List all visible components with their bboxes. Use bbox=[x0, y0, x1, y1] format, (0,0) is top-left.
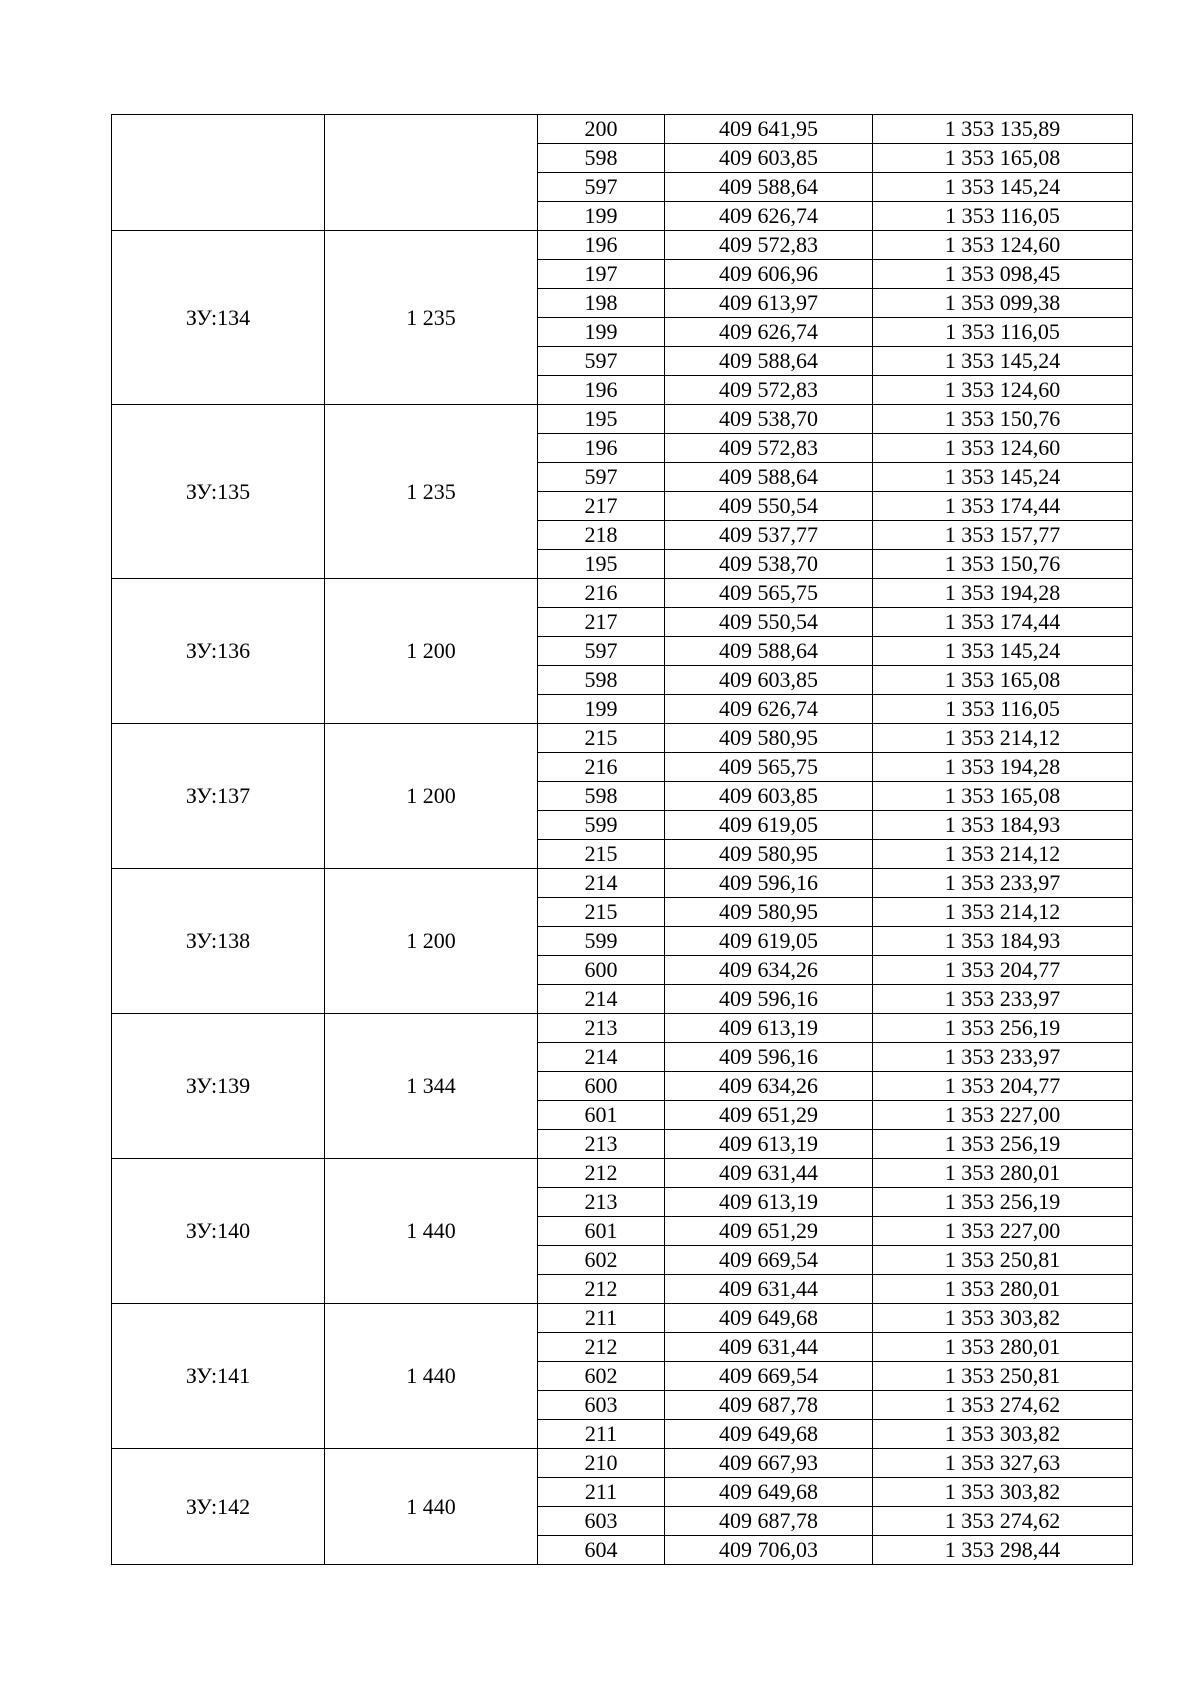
coordinate-x-cell: 409 619,05 bbox=[665, 927, 873, 956]
point-number-cell: 213 bbox=[538, 1130, 665, 1159]
parcel-area-cell: 1 235 bbox=[325, 231, 538, 405]
table-row bbox=[112, 579, 1133, 608]
coordinate-x-cell: 409 641,95 bbox=[665, 115, 873, 144]
coordinate-y-cell: 1 353 124,60 bbox=[873, 434, 1133, 463]
coordinate-x-cell: 409 550,54 bbox=[665, 492, 873, 521]
coordinate-y-cell: 1 353 256,19 bbox=[873, 1130, 1133, 1159]
coordinate-x-cell: 409 613,19 bbox=[665, 1014, 873, 1043]
coordinate-x-cell: 409 572,83 bbox=[665, 434, 873, 463]
parcel-name-cell: ЗУ:135 bbox=[112, 405, 325, 579]
point-number-cell: 597 bbox=[538, 637, 665, 666]
parcel-area-cell: 1 344 bbox=[325, 1014, 538, 1159]
coordinate-x-cell: 409 550,54 bbox=[665, 608, 873, 637]
coordinate-y-cell: 1 353 116,05 bbox=[873, 695, 1133, 724]
coordinate-x-cell: 409 649,68 bbox=[665, 1478, 873, 1507]
point-number-cell: 598 bbox=[538, 666, 665, 695]
coordinate-x-cell: 409 706,03 bbox=[665, 1536, 873, 1565]
point-number-cell: 211 bbox=[538, 1478, 665, 1507]
coordinate-x-cell: 409 687,78 bbox=[665, 1507, 873, 1536]
point-number-cell: 215 bbox=[538, 724, 665, 753]
coordinate-y-cell: 1 353 124,60 bbox=[873, 376, 1133, 405]
parcel-name-cell: ЗУ:139 bbox=[112, 1014, 325, 1159]
point-number-cell: 199 bbox=[538, 318, 665, 347]
parcel-area-cell: 1 200 bbox=[325, 579, 538, 724]
coordinate-y-cell: 1 353 303,82 bbox=[873, 1478, 1133, 1507]
coordinate-y-cell: 1 353 303,82 bbox=[873, 1420, 1133, 1449]
coordinate-y-cell: 1 353 184,93 bbox=[873, 811, 1133, 840]
coordinate-y-cell: 1 353 204,77 bbox=[873, 1072, 1133, 1101]
coordinate-y-cell: 1 353 274,62 bbox=[873, 1507, 1133, 1536]
table-row bbox=[112, 1014, 1133, 1043]
coordinate-y-cell: 1 353 145,24 bbox=[873, 637, 1133, 666]
coordinate-x-cell: 409 631,44 bbox=[665, 1159, 873, 1188]
coordinate-y-cell: 1 353 233,97 bbox=[873, 985, 1133, 1014]
coordinate-x-cell: 409 651,29 bbox=[665, 1101, 873, 1130]
coordinate-x-cell: 409 572,83 bbox=[665, 376, 873, 405]
point-number-cell: 604 bbox=[538, 1536, 665, 1565]
coordinate-y-cell: 1 353 145,24 bbox=[873, 463, 1133, 492]
parcel-area-cell: 1 235 bbox=[325, 405, 538, 579]
point-number-cell: 598 bbox=[538, 144, 665, 173]
coordinate-y-cell: 1 353 274,62 bbox=[873, 1391, 1133, 1420]
parcel-name-cell: ЗУ:134 bbox=[112, 231, 325, 405]
coordinate-x-cell: 409 538,70 bbox=[665, 405, 873, 434]
coordinate-x-cell: 409 596,16 bbox=[665, 985, 873, 1014]
point-number-cell: 211 bbox=[538, 1304, 665, 1333]
coordinate-x-cell: 409 588,64 bbox=[665, 173, 873, 202]
coordinate-y-cell: 1 353 214,12 bbox=[873, 898, 1133, 927]
coordinate-y-cell: 1 353 174,44 bbox=[873, 492, 1133, 521]
coordinate-x-cell: 409 580,95 bbox=[665, 898, 873, 927]
coordinate-x-cell: 409 626,74 bbox=[665, 695, 873, 724]
table-row bbox=[112, 231, 1133, 260]
point-number-cell: 216 bbox=[538, 579, 665, 608]
point-number-cell: 197 bbox=[538, 260, 665, 289]
coordinates-table bbox=[111, 114, 1133, 1565]
coordinate-x-cell: 409 626,74 bbox=[665, 318, 873, 347]
point-number-cell: 603 bbox=[538, 1391, 665, 1420]
point-number-cell: 199 bbox=[538, 695, 665, 724]
point-number-cell: 216 bbox=[538, 753, 665, 782]
coordinate-y-cell: 1 353 150,76 bbox=[873, 550, 1133, 579]
coordinate-x-cell: 409 634,26 bbox=[665, 1072, 873, 1101]
coordinate-x-cell: 409 603,85 bbox=[665, 144, 873, 173]
point-number-cell: 598 bbox=[538, 782, 665, 811]
coordinate-y-cell: 1 353 233,97 bbox=[873, 1043, 1133, 1072]
coordinate-y-cell: 1 353 250,81 bbox=[873, 1362, 1133, 1391]
point-number-cell: 215 bbox=[538, 840, 665, 869]
point-number-cell: 602 bbox=[538, 1362, 665, 1391]
coordinate-y-cell: 1 353 233,97 bbox=[873, 869, 1133, 898]
point-number-cell: 196 bbox=[538, 434, 665, 463]
parcel-name-cell: ЗУ:138 bbox=[112, 869, 325, 1014]
point-number-cell: 213 bbox=[538, 1188, 665, 1217]
coordinate-y-cell: 1 353 165,08 bbox=[873, 144, 1133, 173]
parcel-name-cell: ЗУ:141 bbox=[112, 1304, 325, 1449]
coordinate-x-cell: 409 613,19 bbox=[665, 1130, 873, 1159]
coordinate-x-cell: 409 596,16 bbox=[665, 1043, 873, 1072]
coordinate-x-cell: 409 669,54 bbox=[665, 1362, 873, 1391]
coordinate-y-cell: 1 353 165,08 bbox=[873, 666, 1133, 695]
point-number-cell: 602 bbox=[538, 1246, 665, 1275]
coordinate-y-cell: 1 353 194,28 bbox=[873, 753, 1133, 782]
parcel-area-cell: 1 440 bbox=[325, 1304, 538, 1449]
coordinate-y-cell: 1 353 124,60 bbox=[873, 231, 1133, 260]
point-number-cell: 599 bbox=[538, 927, 665, 956]
coordinate-y-cell: 1 353 280,01 bbox=[873, 1159, 1133, 1188]
table-row bbox=[112, 724, 1133, 753]
coordinate-y-cell: 1 353 184,93 bbox=[873, 927, 1133, 956]
coordinate-y-cell: 1 353 280,01 bbox=[873, 1275, 1133, 1304]
point-number-cell: 214 bbox=[538, 985, 665, 1014]
point-number-cell: 195 bbox=[538, 550, 665, 579]
coordinate-x-cell: 409 626,74 bbox=[665, 202, 873, 231]
point-number-cell: 597 bbox=[538, 173, 665, 202]
table-row bbox=[112, 405, 1133, 434]
coordinate-x-cell: 409 537,77 bbox=[665, 521, 873, 550]
point-number-cell: 211 bbox=[538, 1420, 665, 1449]
point-number-cell: 210 bbox=[538, 1449, 665, 1478]
point-number-cell: 213 bbox=[538, 1014, 665, 1043]
point-number-cell: 218 bbox=[538, 521, 665, 550]
coordinate-x-cell: 409 603,85 bbox=[665, 782, 873, 811]
point-number-cell: 597 bbox=[538, 347, 665, 376]
coordinate-y-cell: 1 353 280,01 bbox=[873, 1333, 1133, 1362]
coordinate-y-cell: 1 353 098,45 bbox=[873, 260, 1133, 289]
coordinate-x-cell: 409 538,70 bbox=[665, 550, 873, 579]
point-number-cell: 212 bbox=[538, 1333, 665, 1362]
coordinate-x-cell: 409 687,78 bbox=[665, 1391, 873, 1420]
coordinate-y-cell: 1 353 099,38 bbox=[873, 289, 1133, 318]
point-number-cell: 195 bbox=[538, 405, 665, 434]
point-number-cell: 214 bbox=[538, 1043, 665, 1072]
parcel-area-cell bbox=[325, 115, 538, 231]
coordinate-y-cell: 1 353 145,24 bbox=[873, 347, 1133, 376]
coordinate-y-cell: 1 353 116,05 bbox=[873, 202, 1133, 231]
parcel-name-cell: ЗУ:140 bbox=[112, 1159, 325, 1304]
table-row bbox=[112, 1304, 1133, 1333]
coordinate-y-cell: 1 353 157,77 bbox=[873, 521, 1133, 550]
coordinate-x-cell: 409 649,68 bbox=[665, 1304, 873, 1333]
parcel-area-cell: 1 200 bbox=[325, 724, 538, 869]
point-number-cell: 600 bbox=[538, 956, 665, 985]
coordinate-x-cell: 409 667,93 bbox=[665, 1449, 873, 1478]
parcel-area-cell: 1 440 bbox=[325, 1449, 538, 1565]
point-number-cell: 601 bbox=[538, 1101, 665, 1130]
coordinate-y-cell: 1 353 150,76 bbox=[873, 405, 1133, 434]
coordinate-x-cell: 409 606,96 bbox=[665, 260, 873, 289]
point-number-cell: 214 bbox=[538, 869, 665, 898]
parcel-area-cell: 1 200 bbox=[325, 869, 538, 1014]
coordinate-x-cell: 409 580,95 bbox=[665, 840, 873, 869]
coordinate-y-cell: 1 353 214,12 bbox=[873, 724, 1133, 753]
table-row bbox=[112, 869, 1133, 898]
point-number-cell: 212 bbox=[538, 1159, 665, 1188]
point-number-cell: 217 bbox=[538, 608, 665, 637]
point-number-cell: 599 bbox=[538, 811, 665, 840]
coordinate-y-cell: 1 353 174,44 bbox=[873, 608, 1133, 637]
coordinate-x-cell: 409 588,64 bbox=[665, 347, 873, 376]
coordinate-y-cell: 1 353 227,00 bbox=[873, 1101, 1133, 1130]
point-number-cell: 217 bbox=[538, 492, 665, 521]
coordinate-y-cell: 1 353 227,00 bbox=[873, 1217, 1133, 1246]
coordinate-y-cell: 1 353 194,28 bbox=[873, 579, 1133, 608]
point-number-cell: 600 bbox=[538, 1072, 665, 1101]
coordinate-x-cell: 409 596,16 bbox=[665, 869, 873, 898]
coordinate-x-cell: 409 565,75 bbox=[665, 579, 873, 608]
parcel-area-cell: 1 440 bbox=[325, 1159, 538, 1304]
coordinate-y-cell: 1 353 256,19 bbox=[873, 1014, 1133, 1043]
coordinate-y-cell: 1 353 250,81 bbox=[873, 1246, 1133, 1275]
coordinate-x-cell: 409 588,64 bbox=[665, 463, 873, 492]
point-number-cell: 196 bbox=[538, 231, 665, 260]
coordinate-x-cell: 409 631,44 bbox=[665, 1333, 873, 1362]
table-row bbox=[112, 115, 1133, 144]
coordinate-y-cell: 1 353 327,63 bbox=[873, 1449, 1133, 1478]
coordinate-x-cell: 409 580,95 bbox=[665, 724, 873, 753]
coordinate-y-cell: 1 353 135,89 bbox=[873, 115, 1133, 144]
point-number-cell: 597 bbox=[538, 463, 665, 492]
coordinate-y-cell: 1 353 214,12 bbox=[873, 840, 1133, 869]
coordinate-y-cell: 1 353 145,24 bbox=[873, 173, 1133, 202]
point-number-cell: 200 bbox=[538, 115, 665, 144]
coordinate-y-cell: 1 353 116,05 bbox=[873, 318, 1133, 347]
point-number-cell: 603 bbox=[538, 1507, 665, 1536]
coordinate-x-cell: 409 669,54 bbox=[665, 1246, 873, 1275]
coordinate-y-cell: 1 353 298,44 bbox=[873, 1536, 1133, 1565]
coordinate-y-cell: 1 353 204,77 bbox=[873, 956, 1133, 985]
coordinate-x-cell: 409 565,75 bbox=[665, 753, 873, 782]
coordinate-x-cell: 409 619,05 bbox=[665, 811, 873, 840]
coordinate-x-cell: 409 631,44 bbox=[665, 1275, 873, 1304]
coordinates-table-body bbox=[112, 115, 1133, 1565]
coordinate-x-cell: 409 588,64 bbox=[665, 637, 873, 666]
point-number-cell: 199 bbox=[538, 202, 665, 231]
parcel-name-cell: ЗУ:136 bbox=[112, 579, 325, 724]
coordinate-x-cell: 409 651,29 bbox=[665, 1217, 873, 1246]
coordinate-x-cell: 409 613,97 bbox=[665, 289, 873, 318]
coordinate-x-cell: 409 572,83 bbox=[665, 231, 873, 260]
coordinate-x-cell: 409 634,26 bbox=[665, 956, 873, 985]
point-number-cell: 601 bbox=[538, 1217, 665, 1246]
coordinate-y-cell: 1 353 256,19 bbox=[873, 1188, 1133, 1217]
parcel-name-cell: ЗУ:137 bbox=[112, 724, 325, 869]
coordinate-y-cell: 1 353 165,08 bbox=[873, 782, 1133, 811]
point-number-cell: 196 bbox=[538, 376, 665, 405]
point-number-cell: 212 bbox=[538, 1275, 665, 1304]
parcel-name-cell bbox=[112, 115, 325, 231]
coordinate-y-cell: 1 353 303,82 bbox=[873, 1304, 1133, 1333]
point-number-cell: 198 bbox=[538, 289, 665, 318]
coordinate-x-cell: 409 649,68 bbox=[665, 1420, 873, 1449]
coordinate-x-cell: 409 603,85 bbox=[665, 666, 873, 695]
point-number-cell: 215 bbox=[538, 898, 665, 927]
coordinate-x-cell: 409 613,19 bbox=[665, 1188, 873, 1217]
table-row bbox=[112, 1449, 1133, 1478]
parcel-name-cell: ЗУ:142 bbox=[112, 1449, 325, 1565]
table-row bbox=[112, 1159, 1133, 1188]
